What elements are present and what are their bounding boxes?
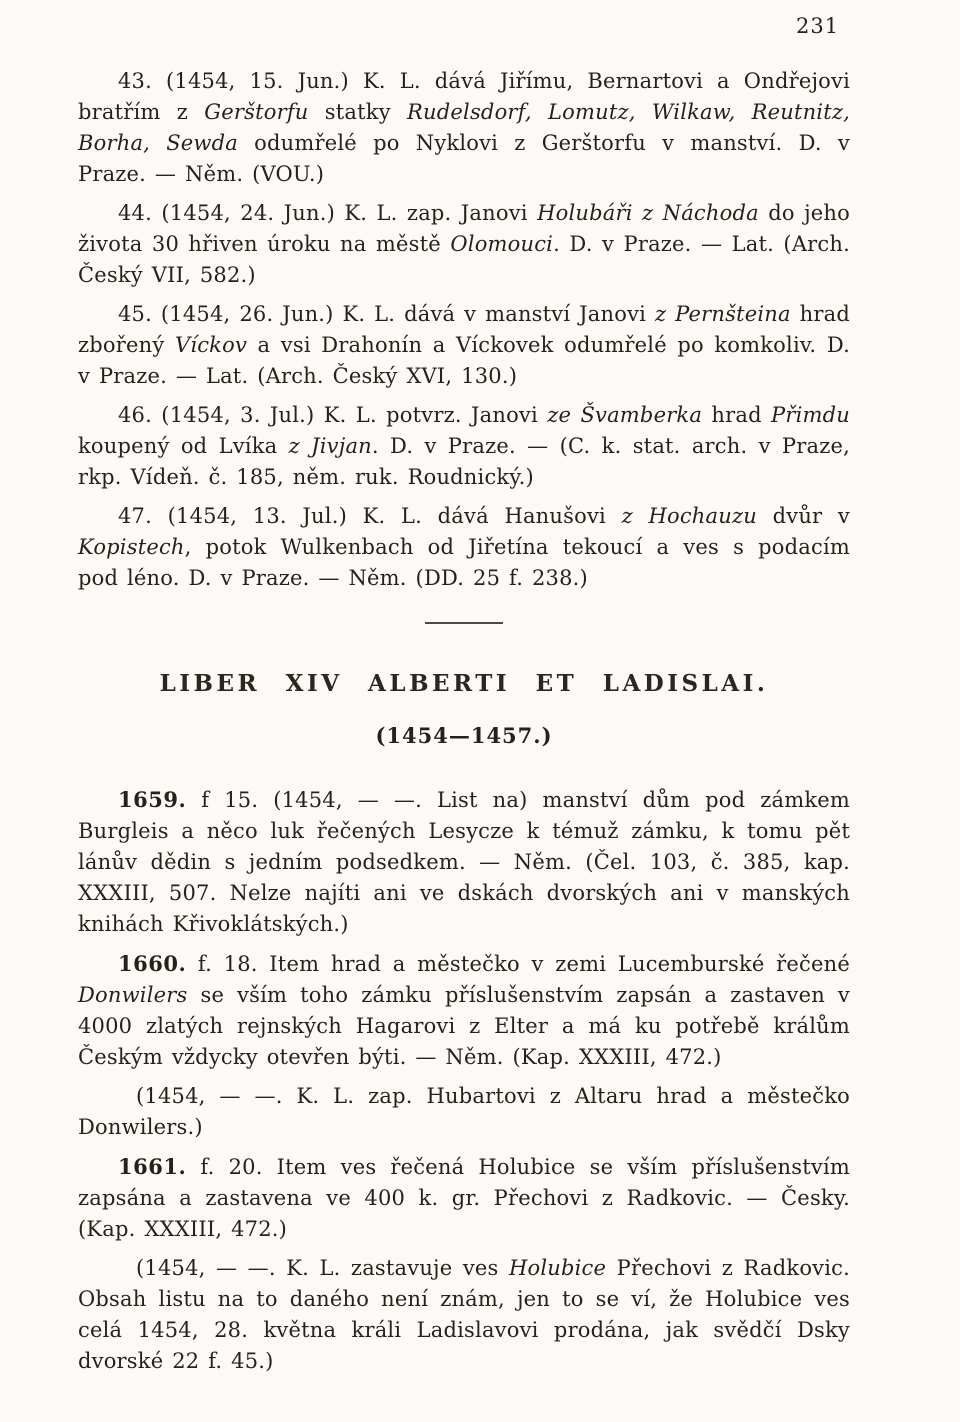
entry-1660-paragraph (78, 948, 850, 1073)
text-run-italic: Gerštorfu (204, 100, 309, 124)
text-run: f. 18. Item hrad a městečko v zemi Lucemburské řečené (186, 952, 850, 976)
text-run: . D. v Praze. — (C. k. stat. arch. v Praze, rkp. Vídeň. č. 185, něm. ruk. Roudnický.) (78, 434, 850, 489)
entry-1661-note-paragraph (78, 1253, 850, 1377)
text-run: hrad zbořený (78, 302, 850, 357)
liber-section (78, 784, 850, 1377)
entry-1659-paragraph (78, 784, 850, 940)
text-run: odumřelé po Nyklovi z Gerštorfu v manství. D. v Praze. — Něm. (VOU.) (78, 131, 850, 186)
text-run: . D. v Praze. — Lat. (Arch. Český VII, 582.) (78, 232, 850, 287)
entry-1660-note-paragraph (78, 1081, 850, 1143)
text-run: a vsi Drahonín a Víckovek odumřelé po komkoliv. D. v Praze. — Lat. (Arch. Český XVI, 130.) (78, 333, 850, 388)
text-run-italic: Holubice (509, 1256, 607, 1280)
text-run: hrad (702, 403, 772, 427)
text-run-italic: Víckov (174, 333, 248, 357)
text-run: (1454, — —. K. L. zap. Hubartovi z Altaru hrad a městečko Donwilers.) (78, 1084, 850, 1139)
page-content (78, 66, 850, 1385)
entry-47-paragraph (78, 501, 850, 594)
text-run-italic: z Jivjan (288, 434, 372, 458)
text-run: se vším toho zámku příslušenstvím zapsán a zastaven v 4000 zlatých rejnských Hagarovi z Elter a má ku potřebě králům Českým vždycky otevřen býti. — Něm. (Kap. XXXIII, 472.) (78, 983, 850, 1069)
text-run: (1454, — —. K. L. zastavuje ves (136, 1256, 509, 1280)
entry-number: 1660. (118, 951, 187, 976)
text-run: statky (308, 100, 408, 124)
entry-43-paragraph (78, 66, 850, 190)
entry-number: 1659. (118, 787, 187, 812)
text-run: do jeho života 30 hřiven úroku na městě (78, 201, 850, 256)
text-run: 46. (1454, 3. Jul.) K. L. potvrz. Janovi (118, 403, 548, 427)
text-run-italic: Přimdu (771, 403, 851, 427)
text-run-italic: Kopistech (78, 535, 185, 559)
text-run-italic: Olomouci (450, 232, 554, 256)
text-run-italic: z Hochauzu (621, 504, 757, 528)
text-run: 45. (1454, 26. Jun.) K. L. dává v manství Janovi (118, 302, 655, 326)
text-run-italic: Holubáři z Náchoda (537, 201, 759, 225)
text-run: koupený od Lvíka (78, 434, 289, 458)
text-run: 47. (1454, 13. Jul.) K. L. dává Hanušovi (118, 504, 622, 528)
entry-number: 1661. (118, 1154, 187, 1179)
text-run: 44. (1454, 24. Jun.) K. L. zap. Janovi (118, 201, 538, 225)
text-run: f. 20. Item ves řečená Holubice se vším příslušenstvím zapsána a zastavena ve 400 k. gr. Přechovi z Radkovic. — Česky. (Kap. XXXIII, 472.) (78, 1155, 850, 1241)
text-run-italic: ze Švamberka (547, 403, 703, 427)
text-run: 43. (1454, 15. Jun.) K. L. dává Jiřímu, Bernartovi a Ondřejovi bratřím z (78, 69, 850, 124)
section-title: LIBER XIV ALBERTI ET LADISLAI. (159, 670, 769, 697)
entry-1661-paragraph (78, 1151, 850, 1245)
entry-45-paragraph (78, 299, 850, 392)
page-number: 231 (796, 14, 840, 38)
entry-46-paragraph (78, 400, 850, 493)
text-run-italic: Donwilers (78, 983, 188, 1007)
text-run: , potok Wulkenbach od Jiřetína tekoucí a ves s podacím pod léno. D. v Praze. — Něm. (DD. 25 f. 238.) (78, 535, 850, 590)
text-run: f 15. (1454, — —. List na) manství dům pod zámkem Burgleis a něco luk řečených Lesycze k témuž zámku, k tomu pět lánův dědin s jedním podsedkem. — Něm. (Čel. 103, č. 385, kap. XXXIII, 507. Nelze najíti ani ve dskách dvorských ani v manských knihách Křivoklátských.) (78, 788, 850, 936)
section-subtitle: (1454—1457.) (375, 723, 553, 748)
section-divider (425, 622, 503, 624)
text-run-italic: z Pernšteina (654, 302, 791, 326)
text-run: dvůr v (756, 504, 850, 528)
entry-44-paragraph (78, 198, 850, 291)
text-run-italic: Rudelsdorf, Lomutz, Wilkaw, Reutnitz, Borha, Sewda (78, 100, 850, 155)
text-run: Přechovi z Radkovic. Obsah listu na to daného není znám, jen to se ví, že Holubice ves celá 1454, 28. května králi Ladislavovi prodána, jak svědčí Dsky dvorské 22 f. 45.) (78, 1256, 850, 1373)
